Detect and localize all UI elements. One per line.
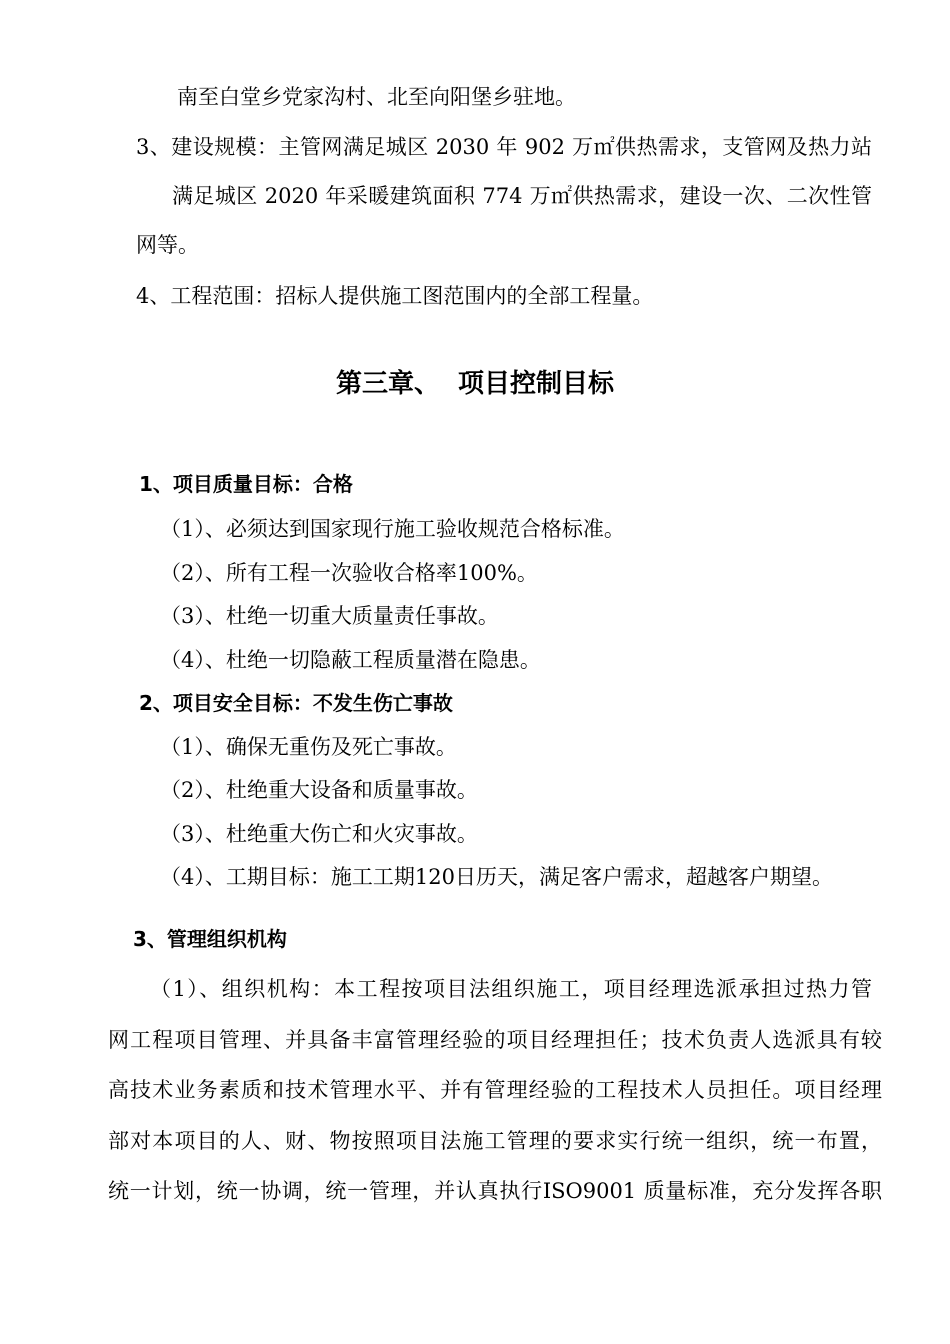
- quality-item-3: （3）、杜绝一切重大质量责任事故。: [160, 604, 499, 628]
- quality-item-4: （4）、杜绝一切隐蔽工程质量潜在隐患。: [160, 648, 541, 672]
- construction-scale-line-3: 网等。: [136, 233, 199, 257]
- intro-location-line: 南至白堂乡党家沟村、北至向阳堡乡驻地。: [177, 85, 576, 109]
- safety-item-2: （2）、杜绝重大设备和质量事故。: [160, 778, 478, 802]
- org-paragraph-line-5: 统一计划，统一协调，统一管理，并认真执行ISO9001 质量标准，充分发挥各职: [108, 1179, 882, 1203]
- construction-scale-line-2: 满足城区 2020 年采暖建筑面积 774 万㎡供热需求，建设一次、二次性管: [172, 184, 872, 208]
- safety-item-1: （1）、确保无重伤及死亡事故。: [160, 735, 457, 759]
- org-paragraph-line-2: 网工程项目管理、并具备丰富管理经验的项目经理担任；技术负责人选派具有较: [108, 1028, 882, 1052]
- org-structure-heading: 3、管理组织机构: [133, 927, 287, 951]
- safety-goal-heading: 2、项目安全目标：不发生伤亡事故: [139, 691, 453, 715]
- org-paragraph-line-4: 部对本项目的人、财、物按照项目法施工管理的要求实行统一组织，统一布置，: [108, 1129, 882, 1153]
- project-scope-line: 4、工程范围：招标人提供施工图范围内的全部工程量。: [136, 284, 654, 308]
- safety-item-3: （3）、杜绝重大伤亡和火灾事故。: [160, 822, 478, 846]
- chapter-title: 第三章、 项目控制目标: [335, 369, 615, 399]
- construction-scale-line-1: 3、建设规模：主管网满足城区 2030 年 902 万㎡供热需求，支管网及热力站: [136, 135, 872, 159]
- safety-item-4: （4）、工期目标：施工工期120日历天，满足客户需求，超越客户期望。: [160, 865, 833, 889]
- quality-goal-heading: 1、项目质量目标：合格: [139, 472, 353, 496]
- quality-item-1: （1）、必须达到国家现行施工验收规范合格标准。: [160, 517, 625, 541]
- org-paragraph-line-1: （1）、组织机构：本工程按项目法组织施工，项目经理选派承担过热力管: [150, 977, 872, 1001]
- quality-item-2: （2）、所有工程一次验收合格率100%。: [160, 561, 538, 585]
- org-paragraph-line-3: 高技术业务素质和技术管理水平、并有管理经验的工程技术人员担任。项目经理: [108, 1078, 882, 1102]
